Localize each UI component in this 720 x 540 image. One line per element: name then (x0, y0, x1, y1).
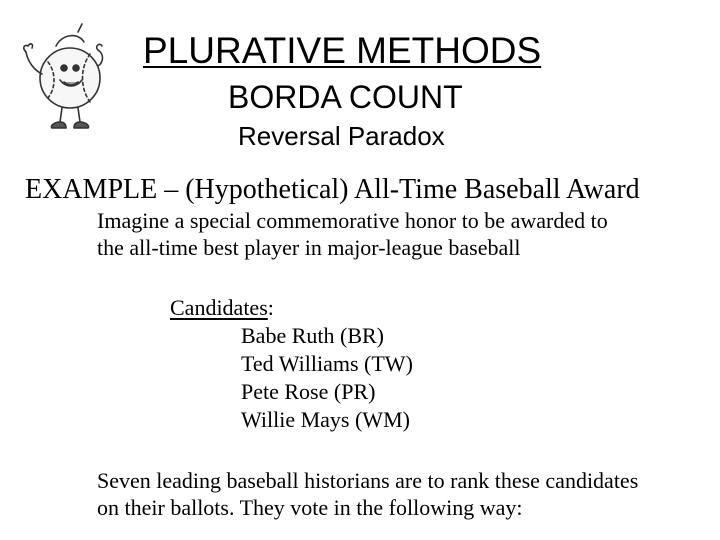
intro-paragraph (97, 207, 697, 261)
candidates-label: Candidates (170, 295, 268, 320)
candidate-list (241, 322, 413, 434)
intro-line: the all-time best player in major-league baseball (97, 235, 521, 260)
page-title: PLURATIVE METHODS (143, 30, 542, 71)
candidates-heading (170, 294, 274, 322)
candidate-item: Babe Ruth (BR) (241, 323, 384, 348)
closing-paragraph (97, 467, 697, 521)
section-subtitle: Reversal Paradox (238, 121, 445, 151)
closing-line: on their ballots. They vote in the following way: (97, 495, 523, 520)
intro-line: Imagine a special commemorative honor to be awarded to (97, 208, 608, 233)
page-subtitle: BORDA COUNT (228, 79, 463, 115)
baseball-mascot-icon (20, 22, 106, 132)
candidate-item: Ted Williams (TW) (241, 351, 413, 376)
candidate-item: Willie Mays (WM) (241, 407, 410, 432)
candidate-item: Pete Rose (PR) (241, 379, 376, 404)
candidates-colon: : (267, 295, 274, 320)
closing-line: Seven leading baseball historians are to rank these candidates (97, 468, 639, 493)
example-heading: EXAMPLE – (Hypothetical) All-Time Baseball Award (25, 174, 640, 205)
